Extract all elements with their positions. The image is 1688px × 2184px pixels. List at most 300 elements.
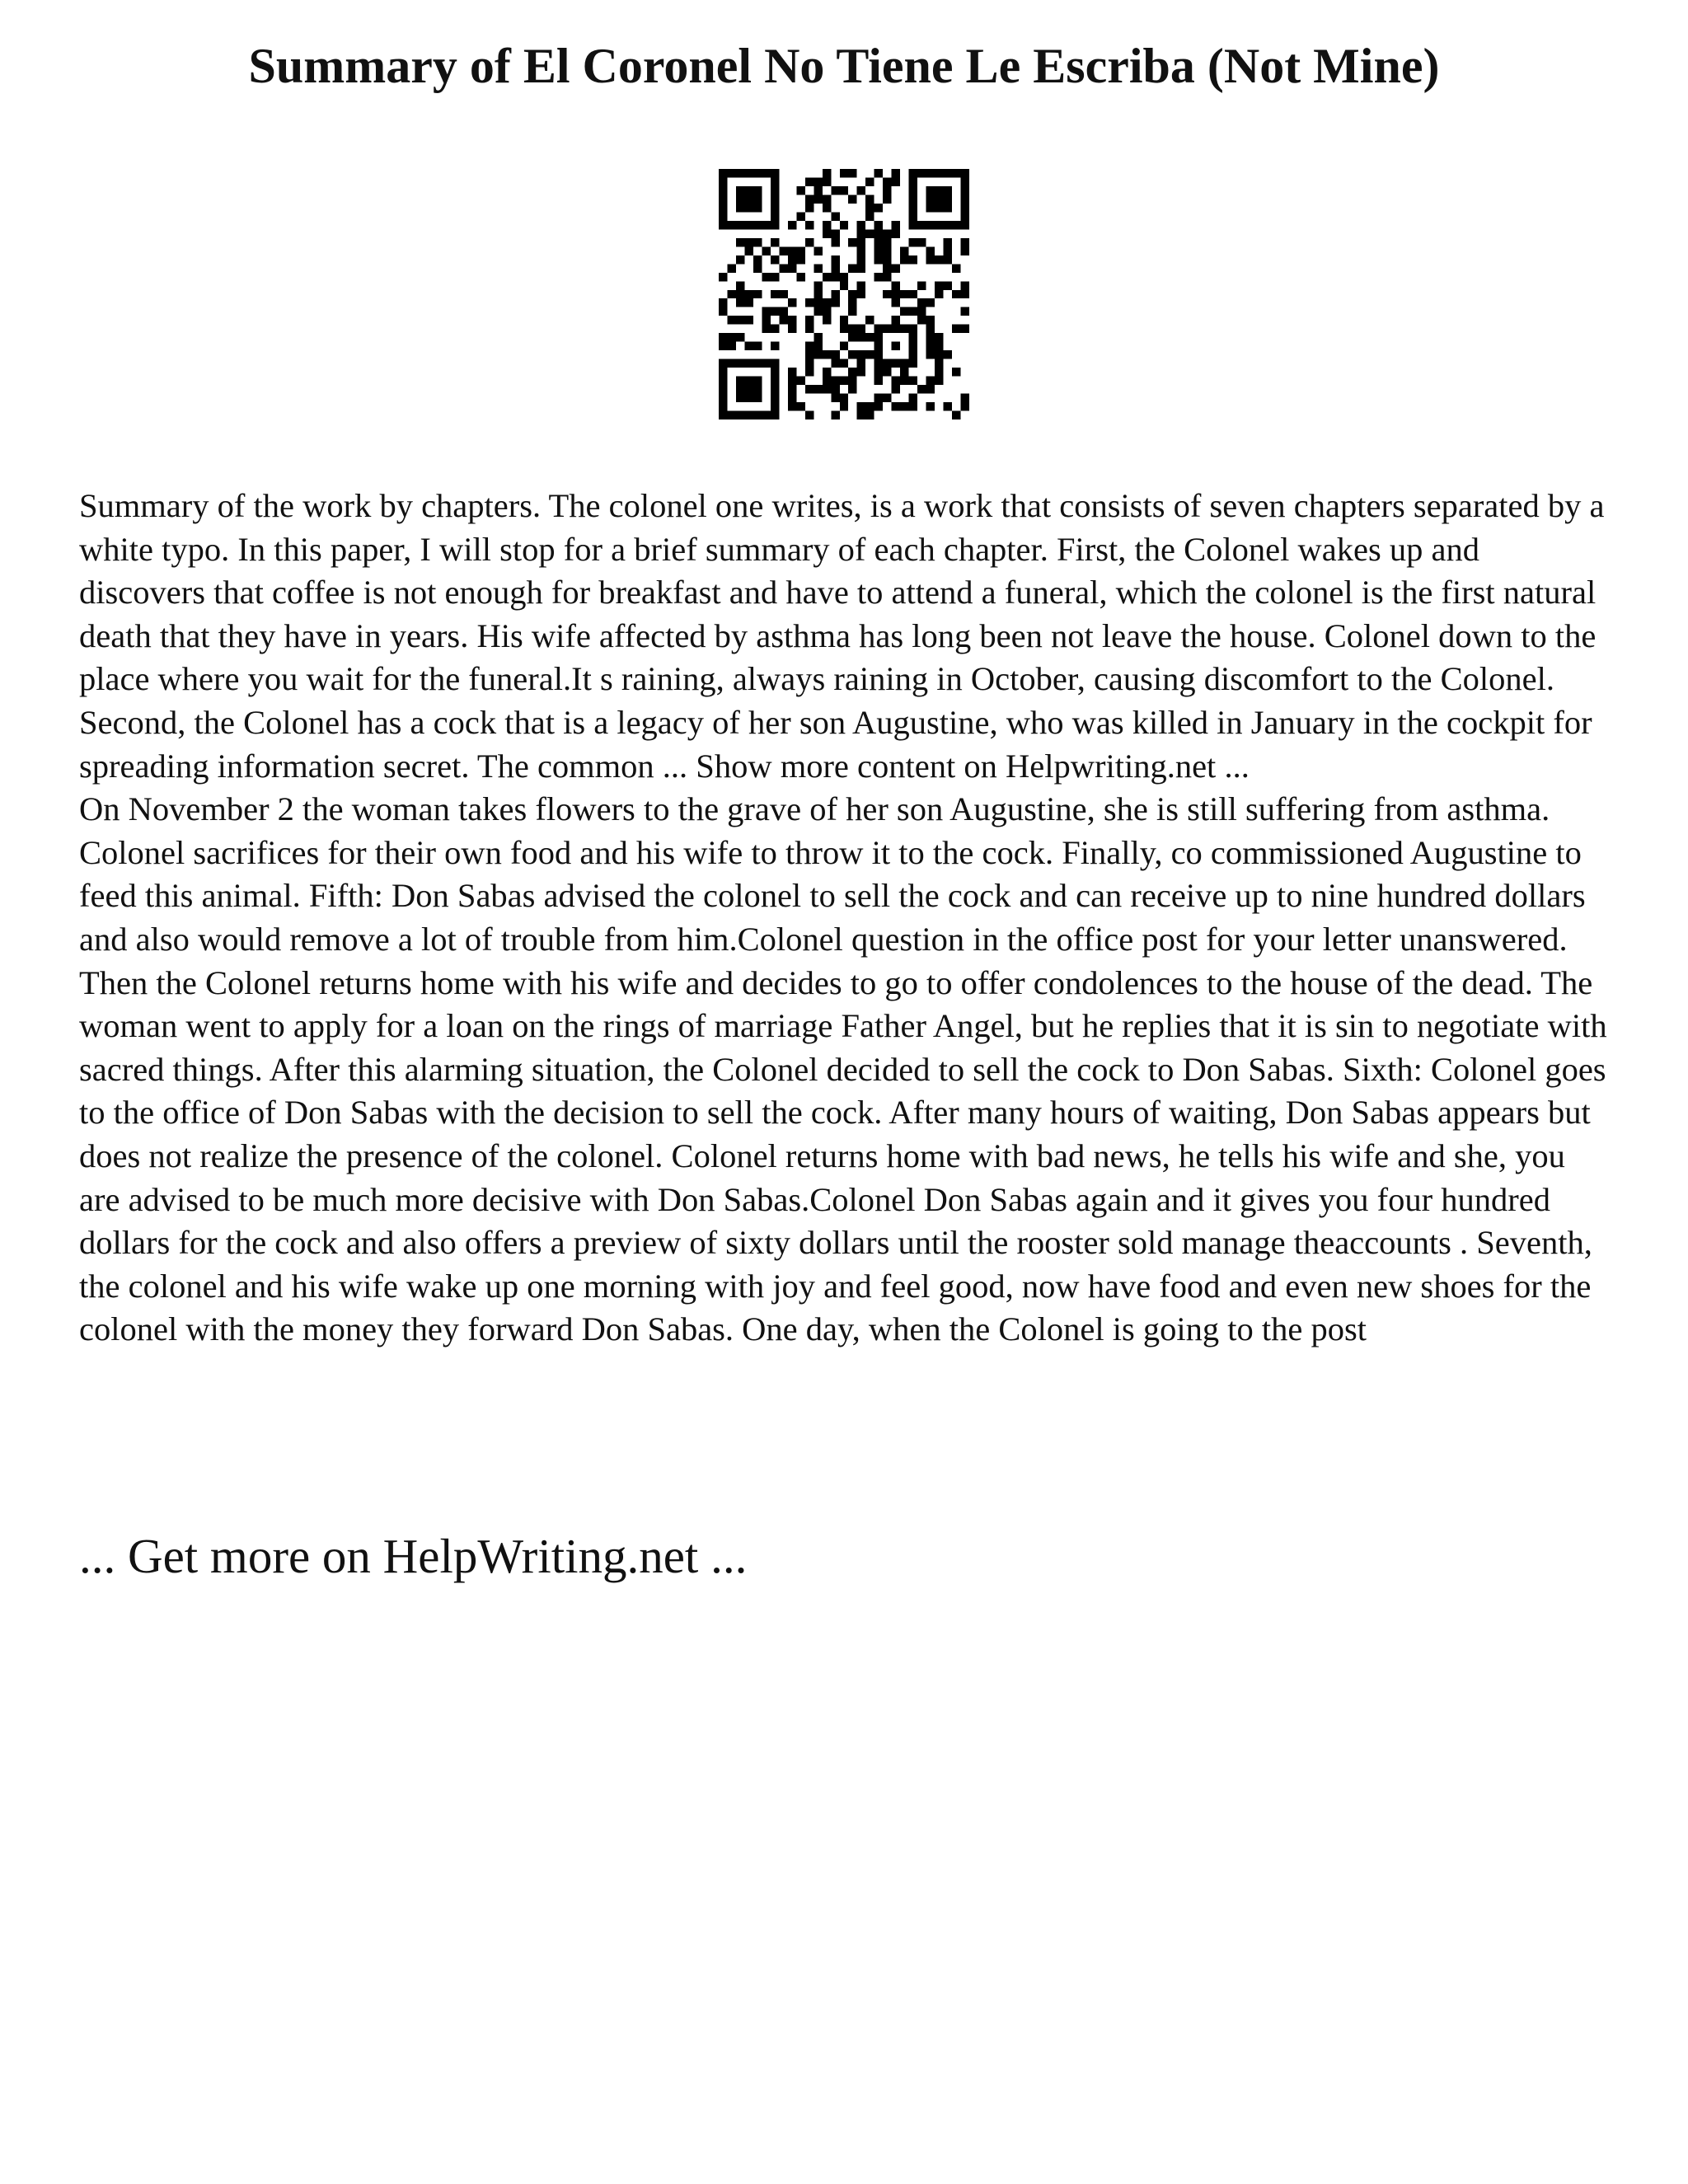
qr-module — [831, 186, 839, 194]
qr-module — [935, 281, 943, 289]
qr-module — [744, 394, 753, 402]
qr-module — [961, 394, 969, 402]
qr-module — [736, 333, 744, 341]
qr-module — [892, 177, 900, 185]
qr-module — [952, 221, 960, 229]
qr-module — [961, 238, 969, 246]
qr-module — [831, 385, 839, 393]
qr-module — [874, 377, 883, 385]
qr-module — [831, 411, 839, 419]
qr-module — [814, 307, 822, 316]
qr-module — [753, 186, 762, 194]
qr-module — [744, 221, 753, 229]
qr-module — [961, 307, 969, 316]
qr-module — [857, 402, 865, 410]
qr-module — [814, 177, 822, 185]
qr-module — [892, 221, 900, 229]
qr-module — [771, 402, 779, 410]
get-more-link[interactable]: ... Get more on HelpWriting.net ... — [79, 1529, 748, 1583]
qr-module — [744, 359, 753, 368]
qr-module — [917, 307, 926, 316]
qr-module — [892, 377, 900, 385]
qr-module — [771, 368, 779, 376]
qr-module — [814, 246, 822, 255]
qr-module — [719, 333, 727, 341]
qr-module — [848, 325, 856, 333]
qr-module — [805, 238, 814, 246]
qr-module — [805, 411, 814, 419]
qr-module — [805, 204, 814, 212]
qr-module — [935, 350, 943, 359]
qr-module — [823, 177, 831, 185]
qr-module — [805, 359, 814, 368]
qr-module — [805, 385, 814, 393]
qr-module — [883, 290, 891, 298]
qr-module — [944, 402, 952, 410]
qr-module — [823, 221, 831, 229]
summary-paragraph-1: Summary of the work by chapters. The colonel one writes, is a work that consists of seven chapters separated by a white typo. In this paper, I will stop for a brief summary of each chapter. First, the Colonel wakes up and discovers that coffee is not enough for breakfast and have to attend a funeral, which the colonel is the first natural death that they have in years. His wife affected by asthma has long been not leave the house. Colonel down to the place where you wait for the funeral.It s raining, always raining in October, causing discomfort to the Colonel. Second, the Colonel has a cock that is a legacy of her son Augustine, who was killed in January in the cockpit for spreading information secret. The common ... Show more content on Helpwriting.net ... — [79, 487, 1605, 785]
qr-module — [857, 333, 865, 341]
qr-module — [961, 402, 969, 410]
qr-module — [805, 177, 814, 185]
qr-module — [771, 273, 779, 281]
qr-module — [865, 350, 874, 359]
qr-module — [727, 359, 735, 368]
qr-module — [744, 411, 753, 419]
qr-module — [935, 169, 943, 177]
qr-module — [874, 359, 883, 368]
qr-module — [883, 368, 891, 376]
qr-module — [736, 281, 744, 289]
qr-module — [814, 385, 822, 393]
qr-module — [788, 402, 796, 410]
qr-module — [762, 246, 770, 255]
qr-module — [883, 394, 891, 402]
qr-module — [840, 377, 848, 385]
qr-module — [753, 194, 762, 203]
qr-module — [796, 246, 804, 255]
qr-module — [857, 350, 865, 359]
qr-module — [883, 325, 891, 333]
qr-module — [736, 411, 744, 419]
qr-module — [814, 194, 822, 203]
qr-module — [753, 255, 762, 264]
qr-module — [952, 325, 960, 333]
qr-module — [926, 342, 935, 350]
qr-module — [719, 204, 727, 212]
qr-module — [874, 246, 883, 255]
qr-module — [909, 194, 917, 203]
qr-module — [736, 316, 744, 324]
qr-module — [944, 204, 952, 212]
qr-module — [848, 238, 856, 246]
qr-module — [831, 377, 839, 385]
qr-module — [840, 169, 848, 177]
qr-module — [892, 290, 900, 298]
qr-module — [952, 264, 960, 272]
qr-module — [719, 273, 727, 281]
qr-module — [805, 194, 814, 203]
qr-module — [771, 385, 779, 393]
qr-module — [935, 342, 943, 350]
qr-module — [788, 316, 796, 324]
qr-module — [762, 359, 770, 368]
qr-module — [736, 169, 744, 177]
qr-module — [848, 350, 856, 359]
qr-module — [788, 394, 796, 402]
qr-module — [831, 264, 839, 272]
qr-module — [788, 298, 796, 307]
qr-module — [814, 290, 822, 298]
qr-module — [900, 290, 908, 298]
qr-module — [883, 229, 891, 237]
qr-module — [779, 246, 787, 255]
qr-module — [719, 411, 727, 419]
qr-module — [892, 298, 900, 307]
qr-module — [917, 281, 926, 289]
qr-module — [900, 325, 908, 333]
qr-module — [944, 246, 952, 255]
qr-module — [848, 377, 856, 385]
qr-module — [935, 290, 943, 298]
qr-module — [935, 186, 943, 194]
qr-module — [788, 255, 796, 264]
qr-module — [865, 316, 874, 324]
qr-module — [935, 204, 943, 212]
qr-module — [744, 169, 753, 177]
qr-module — [840, 359, 848, 368]
qr-module — [857, 221, 865, 229]
qr-module — [892, 342, 900, 350]
qr-module — [744, 377, 753, 385]
qr-module — [727, 290, 735, 298]
qr-module — [926, 325, 935, 333]
qr-module — [753, 264, 762, 272]
qr-module — [909, 238, 917, 246]
qr-module — [883, 359, 891, 368]
qr-module — [727, 169, 735, 177]
qr-module — [762, 221, 770, 229]
qr-module — [788, 377, 796, 385]
qr-module — [926, 169, 935, 177]
qr-module — [848, 385, 856, 393]
qr-module — [874, 255, 883, 264]
qr-module — [805, 221, 814, 229]
qr-module — [848, 194, 856, 203]
qr-module — [900, 246, 908, 255]
qr-module — [762, 411, 770, 419]
qr-module — [831, 290, 839, 298]
qr-module — [771, 204, 779, 212]
qr-module — [857, 281, 865, 289]
qr-module — [753, 359, 762, 368]
qr-module — [883, 255, 891, 264]
qr-module — [727, 221, 735, 229]
qr-module — [823, 298, 831, 307]
qr-module — [909, 255, 917, 264]
qr-module — [961, 177, 969, 185]
qr-module — [874, 402, 883, 410]
qr-module — [823, 385, 831, 393]
qr-module — [857, 255, 865, 264]
qr-module — [857, 264, 865, 272]
qr-module — [892, 325, 900, 333]
qr-module — [727, 411, 735, 419]
qr-module — [952, 290, 960, 298]
qr-module — [900, 359, 908, 368]
qr-module — [771, 169, 779, 177]
qr-module — [917, 385, 926, 393]
qr-module — [944, 255, 952, 264]
qr-module — [840, 325, 848, 333]
qr-module — [831, 273, 839, 281]
qr-module — [909, 169, 917, 177]
qr-module — [935, 221, 943, 229]
qr-module — [900, 402, 908, 410]
qr-module — [744, 385, 753, 393]
qr-module — [944, 350, 952, 359]
qr-module — [883, 264, 891, 272]
qr-module — [719, 298, 727, 307]
qr-module — [771, 325, 779, 333]
qr-module — [753, 290, 762, 298]
qr-module — [719, 394, 727, 402]
qr-module — [935, 194, 943, 203]
qr-module — [736, 385, 744, 393]
qr-module — [771, 377, 779, 385]
qr-module — [736, 204, 744, 212]
qr-module — [814, 281, 822, 289]
qr-module — [831, 394, 839, 402]
qr-module — [961, 246, 969, 255]
qr-module — [796, 273, 804, 281]
qr-module — [926, 255, 935, 264]
qr-module — [874, 342, 883, 350]
qr-module — [762, 307, 770, 316]
qr-module — [796, 377, 804, 385]
qr-module — [892, 359, 900, 368]
qr-module — [771, 186, 779, 194]
qr-module — [779, 290, 787, 298]
qr-module — [823, 229, 831, 237]
qr-module — [719, 177, 727, 185]
qr-module — [831, 359, 839, 368]
qr-module — [788, 246, 796, 255]
qr-module — [814, 264, 822, 272]
qr-module — [840, 186, 848, 194]
qr-module — [909, 290, 917, 298]
qr-module — [874, 333, 883, 341]
qr-module — [961, 194, 969, 203]
qr-module — [909, 212, 917, 220]
qr-module — [719, 307, 727, 316]
qr-module — [848, 169, 856, 177]
qr-module — [944, 221, 952, 229]
qr-module — [865, 212, 874, 220]
qr-module — [736, 194, 744, 203]
qr-module — [771, 290, 779, 298]
qr-code-icon — [719, 169, 969, 419]
qr-module — [814, 298, 822, 307]
qr-module — [823, 368, 831, 376]
summary-paragraph-2: On November 2 the woman takes flowers to the grave of her son Augustine, she is still suffering from asthma. Colonel sacrifices for their own food and his wife to throw it to the cock. Finally, co commissioned Augustine to feed this animal. Fifth: Don Sabas advised the colonel to sell the cock and can receive up to nine hundred dollars and also would remove a lot of trouble from him.Colonel question in the office post for your letter unanswered. Then the Colonel returns home with his wife and decides to go to offer condolences to the house of the dead. The woman went to apply for a loan on the rings of marriage Father Angel, but he replies that it is sin to negotiate with sacred things. After this alarming situation, the Colonel decided to sell the cock to Don Sabas. Sixth: Colonel goes to the office of Don Sabas with the decision to sell the cock. After many hours of waiting, Don Sabas appears but does not realize the presence of the colonel. Colonel returns home with bad news, he tells his wife and she, you are advised to be much more decisive with Don Sabas.Colonel Don Sabas again and it gives you four hundred dollars for the cock and also offers a preview of sixty dollars until the rooster sold manage theaccounts . Seventh, the colonel and his wife wake up one morning with joy and feel good, now have food and even new shoes for the colonel with the money they forward Don Sabas. One day, when the Colonel is going to the post — [79, 790, 1607, 1348]
qr-module — [961, 221, 969, 229]
qr-module — [874, 229, 883, 237]
qr-module — [744, 204, 753, 212]
qr-module — [831, 298, 839, 307]
qr-module — [736, 255, 744, 264]
qr-module — [736, 377, 744, 385]
qr-module — [926, 402, 935, 410]
page-title: Summary of El Coronel No Tiene Le Escriba (Not Mine) — [248, 39, 1440, 93]
qr-module — [719, 186, 727, 194]
qr-module — [909, 325, 917, 333]
qr-module — [926, 385, 935, 393]
qr-module — [865, 402, 874, 410]
qr-module — [865, 229, 874, 237]
qr-module — [719, 169, 727, 177]
qr-module — [883, 273, 891, 281]
qr-module — [719, 194, 727, 203]
qr-module — [909, 221, 917, 229]
qr-module — [857, 238, 865, 246]
qr-module — [753, 385, 762, 393]
qr-module — [736, 298, 744, 307]
qr-module — [892, 385, 900, 393]
qr-module — [719, 385, 727, 393]
qr-module — [883, 186, 891, 194]
qr-module — [788, 325, 796, 333]
qr-module — [952, 169, 960, 177]
qr-module — [857, 411, 865, 419]
qr-module — [796, 186, 804, 194]
qr-module — [865, 204, 874, 212]
qr-module — [719, 368, 727, 376]
qr-module — [935, 368, 943, 376]
qr-module — [909, 333, 917, 341]
qr-module — [944, 281, 952, 289]
qr-module — [823, 194, 831, 203]
qr-module — [779, 316, 787, 324]
qr-module — [917, 221, 926, 229]
qr-module — [840, 221, 848, 229]
qr-module — [779, 307, 787, 316]
qr-module — [840, 281, 848, 289]
qr-module — [823, 273, 831, 281]
qr-module — [865, 411, 874, 419]
qr-module — [892, 229, 900, 237]
qr-module — [874, 368, 883, 376]
qr-module — [848, 290, 856, 298]
qr-module — [883, 194, 891, 203]
qr-module — [848, 264, 856, 272]
qr-module — [753, 169, 762, 177]
qr-module — [796, 402, 804, 410]
qr-module — [805, 316, 814, 324]
qr-module — [753, 394, 762, 402]
qr-module — [719, 359, 727, 368]
qr-module — [831, 238, 839, 246]
qr-module — [823, 316, 831, 324]
qr-module — [857, 246, 865, 255]
qr-code-graphic — [719, 169, 969, 419]
qr-module — [926, 316, 935, 324]
qr-module — [736, 394, 744, 402]
qr-module — [736, 238, 744, 246]
qr-module — [736, 186, 744, 194]
qr-module — [961, 169, 969, 177]
qr-module — [814, 342, 822, 350]
qr-module — [805, 298, 814, 307]
qr-module — [805, 325, 814, 333]
qr-module — [926, 186, 935, 194]
qr-module — [874, 238, 883, 246]
qr-module — [719, 221, 727, 229]
qr-module — [917, 238, 926, 246]
qr-module — [961, 290, 969, 298]
qr-module — [874, 169, 883, 177]
qr-module — [909, 402, 917, 410]
qr-module — [952, 368, 960, 376]
qr-module — [892, 264, 900, 272]
qr-module — [771, 307, 779, 316]
qr-module — [719, 402, 727, 410]
qr-module — [961, 204, 969, 212]
qr-module — [909, 350, 917, 359]
qr-module — [874, 273, 883, 281]
qr-module — [727, 264, 735, 272]
qr-module — [788, 264, 796, 272]
qr-module — [935, 333, 943, 341]
qr-module — [900, 377, 908, 385]
qr-module — [935, 377, 943, 385]
qr-module — [944, 238, 952, 246]
qr-module — [840, 273, 848, 281]
qr-module — [909, 342, 917, 350]
qr-module — [865, 333, 874, 341]
qr-module — [771, 212, 779, 220]
qr-module — [814, 186, 822, 194]
qr-module — [831, 212, 839, 220]
qr-module — [900, 307, 908, 316]
qr-module — [719, 212, 727, 220]
qr-module — [892, 316, 900, 324]
qr-module — [909, 177, 917, 185]
qr-module — [926, 298, 935, 307]
qr-module — [944, 186, 952, 194]
qr-module — [865, 177, 874, 185]
qr-module — [736, 359, 744, 368]
qr-module — [857, 290, 865, 298]
qr-module — [917, 298, 926, 307]
qr-module — [840, 342, 848, 350]
qr-module — [753, 342, 762, 350]
qr-module — [857, 186, 865, 194]
qr-module — [857, 368, 865, 376]
qr-module — [823, 204, 831, 212]
qr-module — [917, 169, 926, 177]
qr-module — [857, 229, 865, 237]
qr-module — [736, 290, 744, 298]
qr-module — [814, 350, 822, 359]
qr-module — [874, 221, 883, 229]
qr-module — [805, 342, 814, 350]
qr-module — [744, 298, 753, 307]
qr-module — [771, 359, 779, 368]
qr-module — [727, 342, 735, 350]
qr-module — [961, 212, 969, 220]
qr-module — [719, 342, 727, 350]
